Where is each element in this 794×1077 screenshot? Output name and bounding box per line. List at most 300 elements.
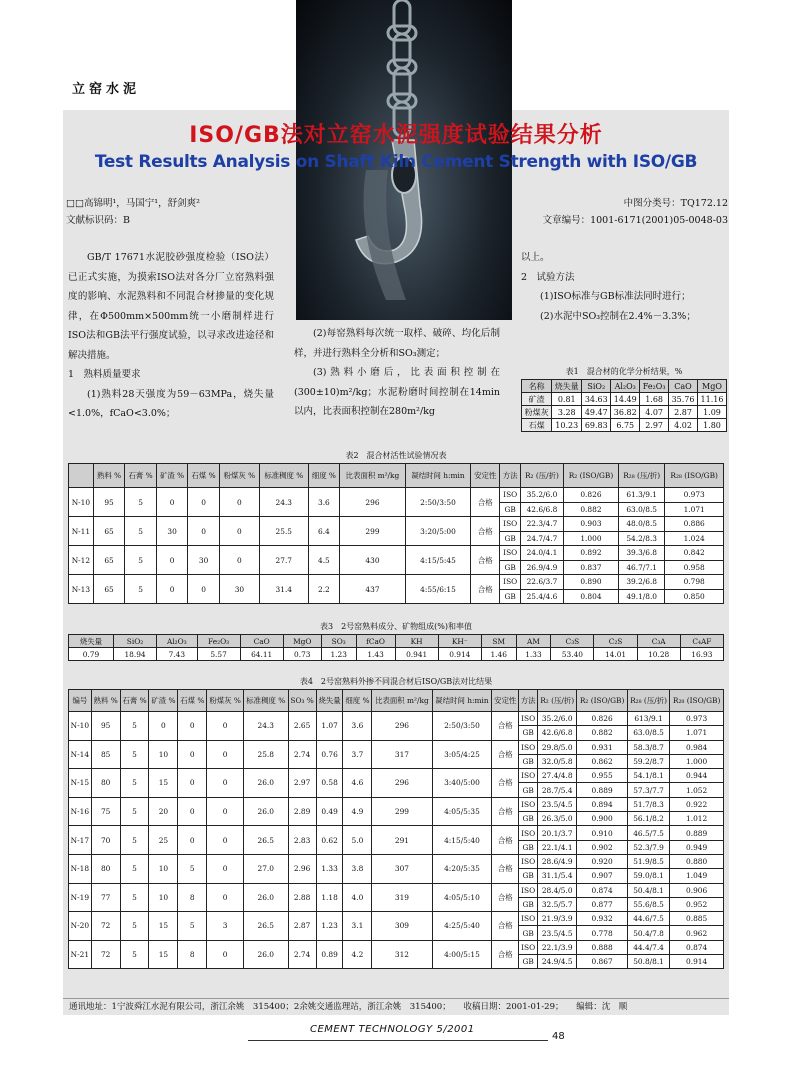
column-header: 安定性: [492, 690, 519, 712]
table-cell: 0: [219, 546, 259, 575]
table-cell: 25.5: [259, 517, 308, 546]
classification-block: [520, 195, 728, 229]
sample-id-cell: N-16: [69, 797, 92, 826]
table-cell: 5: [120, 797, 149, 826]
table-cell: 2.74: [288, 740, 316, 769]
method-cell: GB: [519, 783, 538, 797]
table-cell: 35.76: [669, 393, 698, 406]
table-cell: 0: [178, 712, 207, 741]
method-cell: GB: [500, 589, 521, 604]
gb-value-cell: 28.7/5.4: [538, 783, 577, 797]
table-cell: 80: [91, 769, 120, 798]
table-cell: 0.914: [438, 648, 481, 661]
iso-value-cell: 0.973: [670, 712, 724, 726]
table-cell: 0: [178, 740, 207, 769]
iso-value-cell: 20.1/3.7: [538, 826, 577, 840]
table-cell: 合格: [492, 883, 519, 912]
column-header: C₃S: [551, 635, 594, 648]
gb-value-cell: 0.914: [670, 955, 724, 969]
header-row: [522, 380, 727, 393]
table-row: [69, 797, 724, 811]
method-cell: ISO: [519, 740, 538, 754]
column-header: 细度 %: [308, 464, 340, 488]
column-header: SiO₂: [113, 635, 156, 648]
method-cell: ISO: [519, 797, 538, 811]
table-cell: 14.01: [594, 648, 637, 661]
table-cell: 4:20/5:35: [432, 854, 492, 883]
iso-value-cell: 28.6/4.9: [538, 854, 577, 868]
iso-value-cell: 0.984: [670, 740, 724, 754]
iso-value-cell: 613/9.1: [627, 712, 669, 726]
paragraph-method-2: (2)水泥中SO₃控制在2.4%－3.3%；: [540, 310, 696, 322]
iso-value-cell: 35.2/6.0: [521, 488, 564, 503]
column-header: R₂₈ (压/折): [619, 464, 665, 488]
table-cell: 15: [149, 940, 178, 969]
table-cell: 69.83: [582, 419, 611, 432]
gb-value-cell: 24.7/4.7: [521, 531, 564, 546]
table-cell: 合格: [471, 575, 500, 604]
column-header: fCaO: [356, 635, 395, 648]
method-cell: GB: [500, 531, 521, 546]
table-cell: 4:55/6:15: [405, 575, 470, 604]
table-cell: 2.88: [288, 883, 316, 912]
column-header: Al₂O₃: [611, 380, 640, 393]
table-cell: 2.89: [288, 797, 316, 826]
journal-name: CEMENT TECHNOLOGY 5/2001: [310, 1024, 475, 1035]
gb-value-cell: 0.949: [670, 840, 724, 854]
table-4: [68, 689, 724, 969]
iso-value-cell: 0.922: [670, 797, 724, 811]
column-header: C₂S: [594, 635, 637, 648]
table-cell: 30: [188, 546, 220, 575]
column-header: AM: [516, 635, 551, 648]
sample-id-cell: N-12: [69, 546, 94, 575]
table-cell: 2.2: [308, 575, 340, 604]
table-2: [68, 463, 724, 604]
iso-value-cell: 28.4/5.0: [538, 883, 577, 897]
header-row: [69, 690, 724, 712]
table-cell: 85: [91, 740, 120, 769]
method-cell: GB: [519, 754, 538, 768]
table-row: [522, 419, 727, 432]
method-cell: GB: [500, 560, 521, 575]
iso-value-cell: 0.944: [670, 769, 724, 783]
iso-value-cell: 0.906: [670, 883, 724, 897]
column-header: Fe₂O₃: [197, 635, 240, 648]
column-header: 比表面积 m²/kg: [340, 464, 406, 488]
article-number: 文章编号：1001-6171(2001)05-0048-03: [542, 215, 728, 226]
table-cell: 309: [372, 912, 432, 941]
iso-value-cell: 23.5/4.5: [538, 797, 577, 811]
table-cell: 20: [149, 797, 178, 826]
table-2-block: [68, 450, 724, 604]
table-cell: 1.33: [316, 854, 343, 883]
table-cell: 2.87: [669, 406, 698, 419]
clc-number: 中图分类号：TQ172.12: [623, 198, 728, 209]
header-row: [69, 635, 724, 648]
gb-value-cell: 0.882: [577, 726, 628, 740]
iso-value-cell: 44.6/7.5: [627, 912, 669, 926]
column-header: 方法: [500, 464, 521, 488]
table-cell: 合格: [492, 826, 519, 855]
table-cell: 0.81: [552, 393, 582, 406]
title-chinese: ISO/GB法对立窑水泥强度试验结果分析: [189, 123, 603, 148]
table-cell: 1.68: [640, 393, 669, 406]
table-cell: 1.18: [316, 883, 343, 912]
paragraph-continuation: 以上。: [521, 252, 550, 263]
gb-value-cell: 0.958: [665, 560, 724, 575]
table-cell: 11.16: [697, 393, 726, 406]
table-cell: 5: [125, 517, 157, 546]
table-cell: 0.73: [283, 648, 321, 661]
table-cell: 16.93: [680, 648, 723, 661]
gb-value-cell: 1.024: [665, 531, 724, 546]
table-4-block: [68, 676, 724, 969]
table-cell: 1.23: [316, 912, 343, 941]
table-cell: 30: [156, 517, 188, 546]
table-cell: 合格: [492, 797, 519, 826]
table-row: [522, 406, 727, 419]
table-row: [69, 769, 724, 783]
table-cell: 0: [207, 883, 244, 912]
table-cell: 70: [91, 826, 120, 855]
iso-value-cell: 44.4/7.4: [627, 940, 669, 954]
table-cell: 14.49: [611, 393, 640, 406]
table-cell: 1.09: [697, 406, 726, 419]
paragraph-intro: GB/T 17671水泥胶砂强度检验（ISO法）已正式实施，为摸索ISO法对各分厂立窑熟料强度的影响、水泥熟料和不同混合材掺量的变化规律，在Φ500mm×500mm统一小磨制样进行ISO法和GB法平行强度试验，以寻求改进途径和解决措施。: [68, 252, 274, 361]
column-header: R₂₈ (ISO/GB): [670, 690, 724, 712]
table-cell: 0: [207, 769, 244, 798]
table-cell: 5: [125, 575, 157, 604]
column-header: SiO₂: [582, 380, 611, 393]
table-cell: 合格: [492, 769, 519, 798]
table-cell: 0: [156, 546, 188, 575]
gb-value-cell: 22.1/4.1: [538, 840, 577, 854]
method-cell: ISO: [500, 546, 521, 561]
table-cell: 2.97: [288, 769, 316, 798]
table-cell: 4.2: [343, 940, 372, 969]
iso-value-cell: 0.874: [670, 940, 724, 954]
iso-value-cell: 0.973: [665, 488, 724, 503]
iso-value-cell: 29.8/5.0: [538, 740, 577, 754]
table-cell: 合格: [492, 854, 519, 883]
table-cell: 6.4: [308, 517, 340, 546]
table-cell: 26.0: [243, 769, 288, 798]
table-1-block: [521, 366, 727, 432]
table-cell: 4:00/5:15: [432, 940, 492, 969]
table-cell: 合格: [471, 546, 500, 575]
iso-value-cell: 0.885: [670, 912, 724, 926]
table-cell: 77: [91, 883, 120, 912]
table-cell: 0: [178, 769, 207, 798]
table-cell: 0: [219, 488, 259, 517]
iso-value-cell: 24.0/4.1: [521, 546, 564, 561]
table-cell: 0: [156, 575, 188, 604]
gb-value-cell: 46.7/7.1: [619, 560, 665, 575]
table-cell: 0: [207, 854, 244, 883]
iso-value-cell: 0.886: [665, 517, 724, 532]
gb-value-cell: 63.0/8.5: [627, 726, 669, 740]
authors: □□高锦明¹，马国宁¹，舒剑爽²: [66, 198, 200, 209]
table-cell: 5: [120, 712, 149, 741]
table-cell: 1.80: [697, 419, 726, 432]
table-3-block: [68, 621, 724, 661]
column-header: 烧失量: [552, 380, 582, 393]
sample-id-cell: N-17: [69, 826, 92, 855]
table-cell: 5: [120, 826, 149, 855]
column-header: 标准稠度 %: [243, 690, 288, 712]
method-cell: ISO: [500, 488, 521, 503]
iso-value-cell: 0.826: [577, 712, 628, 726]
table-cell: 5: [120, 740, 149, 769]
method-cell: GB: [519, 926, 538, 940]
table-cell: 0: [188, 575, 220, 604]
sample-id-cell: N-19: [69, 883, 92, 912]
iso-value-cell: 0.798: [665, 575, 724, 590]
gb-value-cell: 42.6/6.8: [538, 726, 577, 740]
gb-value-cell: 42.6/6.8: [521, 502, 564, 517]
table-cell: 合格: [492, 912, 519, 941]
table-cell: 49.47: [582, 406, 611, 419]
table-cell: 5: [120, 940, 149, 969]
gb-value-cell: 1.012: [670, 812, 724, 826]
table-cell: 65: [93, 546, 125, 575]
table-cell: 合格: [471, 517, 500, 546]
column-header: 名称: [522, 380, 552, 393]
column-header: CaO: [240, 635, 283, 648]
table-cell: 2.83: [288, 826, 316, 855]
table-1-caption: 表1 混合材的化学分析结果，%: [565, 367, 683, 376]
table-row: [69, 648, 724, 661]
method-cell: ISO: [519, 712, 538, 726]
gb-value-cell: 0.952: [670, 897, 724, 911]
table-cell: 5.0: [343, 826, 372, 855]
gb-value-cell: 1.071: [670, 726, 724, 740]
table-row: [69, 740, 724, 754]
table-3-caption: 表3 2号窑熟料成分、矿物组成(%)和率值: [319, 622, 473, 631]
gb-value-cell: 0.778: [577, 926, 628, 940]
gb-value-cell: 24.9/4.5: [538, 955, 577, 969]
table-cell: 6.75: [611, 419, 640, 432]
table-cell: 0.58: [316, 769, 343, 798]
iso-value-cell: 0.932: [577, 912, 628, 926]
table-row: [69, 517, 724, 532]
table-cell: 307: [372, 854, 432, 883]
iso-value-cell: 46.5/7.5: [627, 826, 669, 840]
body-column-1: [68, 248, 274, 424]
table-row: [522, 393, 727, 406]
table-cell: 10.23: [552, 419, 582, 432]
column-header: 安定性: [471, 464, 500, 488]
gb-value-cell: 59.2/8.7: [627, 754, 669, 768]
gb-value-cell: 0.900: [577, 812, 628, 826]
table-cell: 0: [188, 488, 220, 517]
table-cell: 0: [188, 517, 220, 546]
footer-address: 通讯地址：1宁波舜江水泥有限公司，浙江余姚 315400；2余姚交通监理站，浙江余姚 315400； 收稿日期：2001-01-29； 编辑：沈 顺: [63, 998, 729, 1015]
table-cell: 75: [91, 797, 120, 826]
column-header: C₄AF: [680, 635, 723, 648]
table-cell: 296: [340, 488, 406, 517]
column-header: MgO: [697, 380, 726, 393]
method-cell: ISO: [519, 883, 538, 897]
column-header: 熟料 %: [93, 464, 125, 488]
gb-value-cell: 0.877: [577, 897, 628, 911]
column-header: R₂ (压/折): [521, 464, 564, 488]
sample-id-cell: N-10: [69, 488, 94, 517]
column-header: 石煤 %: [188, 464, 220, 488]
table-cell: 3: [207, 912, 244, 941]
method-cell: GB: [519, 897, 538, 911]
heading-test-method: 2 试验方法: [521, 271, 575, 283]
column-header: SM: [481, 635, 516, 648]
table-cell: 5: [120, 883, 149, 912]
table-cell: 53.40: [551, 648, 594, 661]
gb-value-cell: 26.9/4.9: [521, 560, 564, 575]
table-cell: 3.7: [343, 740, 372, 769]
table-row: [69, 712, 724, 726]
table-cell: 0: [207, 826, 244, 855]
table-row: [69, 854, 724, 868]
iso-value-cell: 48.0/8.5: [619, 517, 665, 532]
table-cell: 0.62: [316, 826, 343, 855]
method-cell: ISO: [519, 940, 538, 954]
method-cell: GB: [519, 869, 538, 883]
column-header: 凝结时间 h:min: [432, 690, 492, 712]
table-cell: 3.6: [308, 488, 340, 517]
iso-value-cell: 0.874: [577, 883, 628, 897]
table-cell: 5: [178, 912, 207, 941]
gb-value-cell: 0.902: [577, 840, 628, 854]
iso-value-cell: 0.888: [577, 940, 628, 954]
gb-value-cell: 59.0/8.1: [627, 869, 669, 883]
column-header: 方法: [519, 690, 538, 712]
table-cell: 5: [120, 854, 149, 883]
method-cell: GB: [500, 502, 521, 517]
header-row: [69, 464, 724, 488]
table-cell: 0.941: [395, 648, 438, 661]
iso-value-cell: 0.910: [577, 826, 628, 840]
table-cell: 1.33: [516, 648, 551, 661]
table-cell: 296: [372, 712, 432, 741]
column-header: KH: [395, 635, 438, 648]
column-header: 粉煤灰 %: [219, 464, 259, 488]
table-cell: 0.76: [316, 740, 343, 769]
table-cell: 319: [372, 883, 432, 912]
gb-value-cell: 57.3/7.7: [627, 783, 669, 797]
iso-value-cell: 61.3/9.1: [619, 488, 665, 503]
column-header: 烧失量: [69, 635, 114, 648]
method-cell: ISO: [519, 826, 538, 840]
column-header: R₂ (ISO/GB): [577, 690, 628, 712]
table-cell: 5: [120, 912, 149, 941]
table-cell: 0: [178, 797, 207, 826]
table-cell: 26.0: [243, 797, 288, 826]
iso-value-cell: 0.842: [665, 546, 724, 561]
table-cell: 15: [149, 912, 178, 941]
table-row: [69, 940, 724, 954]
gb-value-cell: 56.1/8.2: [627, 812, 669, 826]
table-cell: 0: [207, 940, 244, 969]
table-cell: 31.4: [259, 575, 308, 604]
table-cell: 4.6: [343, 769, 372, 798]
sample-id-cell: N-11: [69, 517, 94, 546]
table-cell: 2.74: [288, 940, 316, 969]
column-header: 石膏 %: [125, 464, 157, 488]
iso-value-cell: 0.880: [670, 854, 724, 868]
column-header: 编号: [69, 690, 92, 712]
gb-value-cell: 23.5/4.5: [538, 926, 577, 940]
table-cell: 8: [178, 940, 207, 969]
table-cell: 粉煤灰: [522, 406, 552, 419]
gb-value-cell: 0.889: [577, 783, 628, 797]
table-cell: 3.8: [343, 854, 372, 883]
column-header: KH⁻: [438, 635, 481, 648]
table-row: [69, 826, 724, 840]
table-cell: 64.11: [240, 648, 283, 661]
method-cell: ISO: [519, 769, 538, 783]
gb-value-cell: 0.882: [563, 502, 618, 517]
table-cell: 1.43: [356, 648, 395, 661]
column-header: C₃A: [637, 635, 680, 648]
gb-value-cell: 55.6/8.5: [627, 897, 669, 911]
table-cell: 5.57: [197, 648, 240, 661]
table-cell: 0: [207, 797, 244, 826]
table-cell: 95: [93, 488, 125, 517]
column-header: SO₃ %: [288, 690, 316, 712]
iso-value-cell: 0.889: [670, 826, 724, 840]
table-cell: 72: [91, 912, 120, 941]
sample-id-cell: N-10: [69, 712, 92, 741]
table-cell: 3:05/4:25: [432, 740, 492, 769]
iso-value-cell: 0.892: [563, 546, 618, 561]
table-cell: 0: [156, 488, 188, 517]
method-cell: GB: [519, 812, 538, 826]
table-cell: 36.82: [611, 406, 640, 419]
table-cell: 317: [372, 740, 432, 769]
method-cell: ISO: [500, 517, 521, 532]
sample-id-cell: N-15: [69, 769, 92, 798]
footer-rule: [248, 1040, 548, 1041]
body-column-2: [294, 324, 500, 422]
gb-value-cell: 1.049: [670, 869, 724, 883]
table-cell: 299: [372, 797, 432, 826]
table-cell: 18.94: [113, 648, 156, 661]
table-cell: 3:40/5:00: [432, 769, 492, 798]
table-row: [69, 912, 724, 926]
table-cell: 430: [340, 546, 406, 575]
gb-value-cell: 63.0/8.5: [619, 502, 665, 517]
table-cell: 299: [340, 517, 406, 546]
column-header: R₂ (压/折): [538, 690, 577, 712]
gb-value-cell: 0.907: [577, 869, 628, 883]
table-cell: 26.0: [243, 940, 288, 969]
table-cell: 2:50/3:50: [405, 488, 470, 517]
table-cell: 0: [207, 712, 244, 741]
table-cell: 25.8: [243, 740, 288, 769]
section-header: 立窑水泥: [72, 82, 141, 97]
column-header: MgO: [283, 635, 321, 648]
method-cell: ISO: [519, 854, 538, 868]
column-header: R₂ (ISO/GB): [563, 464, 618, 488]
gb-value-cell: 0.837: [563, 560, 618, 575]
table-cell: 24.3: [243, 712, 288, 741]
column-header: [69, 464, 94, 488]
table-cell: 2:50/3:50: [432, 712, 492, 741]
gb-value-cell: 1.071: [665, 502, 724, 517]
table-cell: 25: [149, 826, 178, 855]
table-cell: 5: [120, 769, 149, 798]
table-row: [69, 883, 724, 897]
